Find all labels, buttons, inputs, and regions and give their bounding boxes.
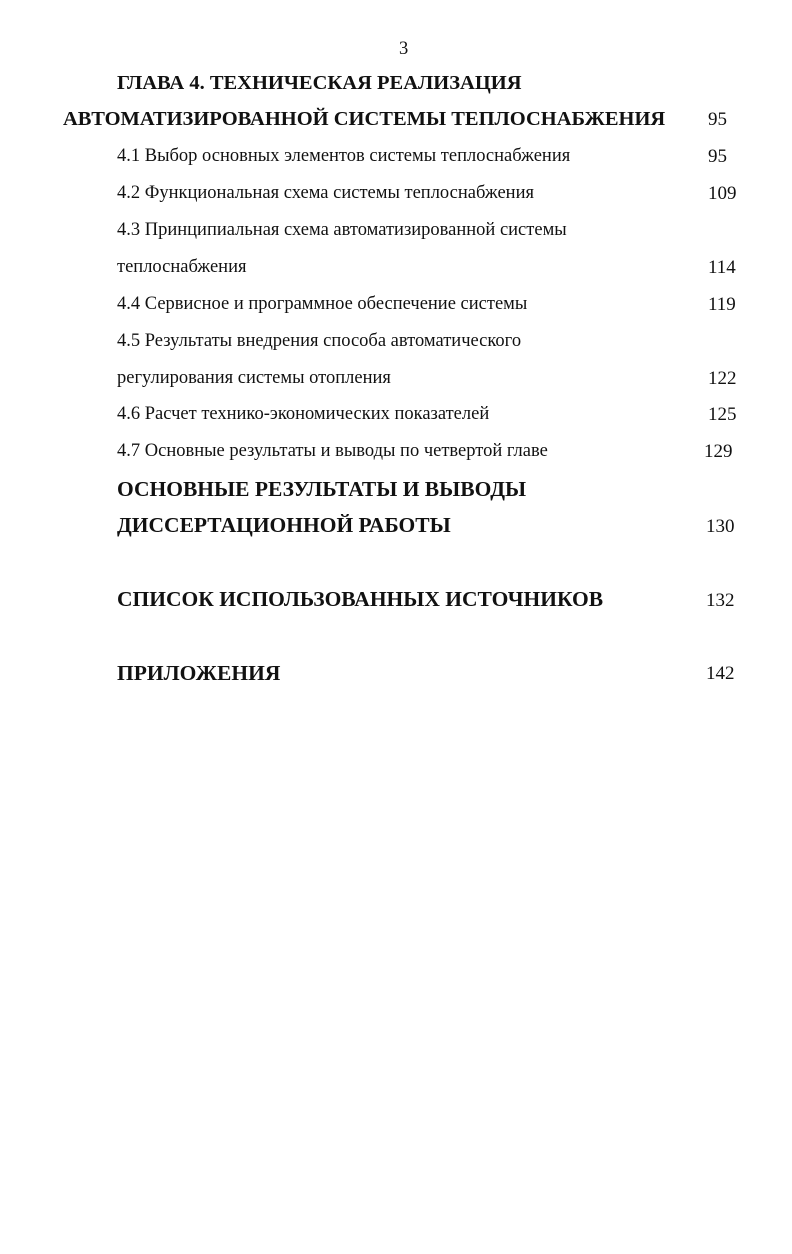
section-4-3-page: 114 bbox=[708, 257, 736, 278]
references-page: 132 bbox=[706, 590, 735, 611]
appendices-title: ПРИЛОЖЕНИЯ bbox=[117, 661, 281, 685]
chapter4-page: 95 bbox=[708, 109, 727, 130]
section-4-3-title-line2: теплоснабжения bbox=[117, 257, 247, 277]
references-title: СПИСОК ИСПОЛЬЗОВАННЫХ ИСТОЧНИКОВ bbox=[117, 587, 604, 611]
section-4-5-page: 122 bbox=[708, 368, 737, 389]
section-4-1-page: 95 bbox=[708, 146, 727, 167]
section-4-2-title: 4.2 Функциональная схема системы теплоснабжения bbox=[117, 183, 534, 203]
section-4-2-page: 109 bbox=[708, 183, 737, 204]
section-4-1-title: 4.1 Выбор основных элементов системы теплоснабжения bbox=[117, 146, 571, 166]
appendices-page: 142 bbox=[706, 663, 735, 684]
chapter4-title-line2: АВТОМАТИЗИРОВАННОЙ СИСТЕМЫ ТЕПЛОСНАБЖЕНИЯ bbox=[63, 108, 666, 130]
section-4-5-title-line2: регулирования системы отопления bbox=[117, 368, 391, 388]
conclusions-page: 130 bbox=[706, 516, 735, 537]
chapter4-title-line1: ГЛАВА 4. ТЕХНИЧЕСКАЯ РЕАЛИЗАЦИЯ bbox=[117, 72, 522, 94]
section-4-7-page: 129 bbox=[704, 441, 733, 462]
section-4-3-title-line1: 4.3 Принципиальная схема автоматизированной системы bbox=[117, 220, 567, 240]
section-4-7-title: 4.7 Основные результаты и выводы по четвертой главе bbox=[117, 441, 548, 461]
section-4-5-title-line1: 4.5 Результаты внедрения способа автоматического bbox=[117, 331, 522, 351]
section-4-6-title: 4.6 Расчет технико-экономических показателей bbox=[117, 404, 490, 424]
section-4-4-title: 4.4 Сервисное и программное обеспечение системы bbox=[117, 294, 528, 314]
section-4-4-page: 119 bbox=[708, 294, 736, 315]
conclusions-title-line1: ОСНОВНЫЕ РЕЗУЛЬТАТЫ И ВЫВОДЫ bbox=[117, 477, 527, 501]
conclusions-title-line2: ДИССЕРТАЦИОННОЙ РАБОТЫ bbox=[117, 513, 451, 537]
page-number: 3 bbox=[399, 39, 409, 59]
section-4-6-page: 125 bbox=[708, 404, 737, 425]
